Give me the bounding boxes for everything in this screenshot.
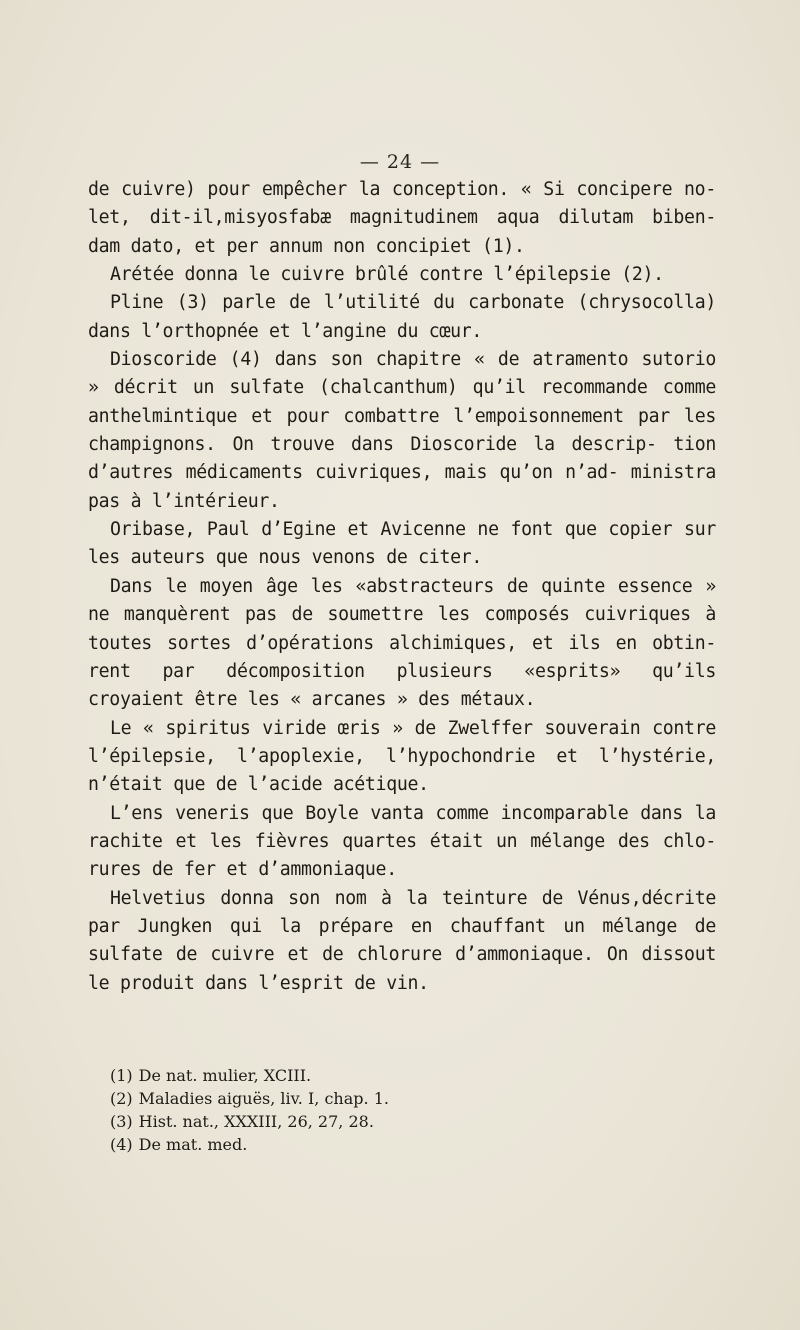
footnotes xyxy=(110,1064,730,1156)
footnote xyxy=(110,1110,730,1133)
paragraph-3: Pline (3) parle de l’utilité du carbonate (chrysocolla) dans l’orthopnée et l’angine du cœur. xyxy=(88,292,716,342)
paragraph-7: Le « spiritus viride œris » de Zwelffer souverain contre l’épilepsie, l’apoplexie, l’hypochondrie et l’hystérie, n’était que de l’acide acétique. xyxy=(88,717,716,796)
footnote xyxy=(110,1087,730,1110)
page-number: — 24 — xyxy=(359,151,441,173)
paragraph-6: Dans le moyen âge les «abstracteurs de quinte essence » ne manquèrent pas de soumettre les composés cuivriques à toutes sortes d’opérations alchimiques, et ils en obtin- rent par décomposition plusieurs «esprits» qu’ils croyaient être les « arcanes » des métaux. xyxy=(88,575,716,711)
paragraph-4: Dioscoride (4) dans son chapitre « de atramento sutorio » décrit un sulfate (chalcanthum) qu’il recommande comme anthelmintique et pour combattre l’empoisonnement par les champignons. On trouve dans Dioscoride la descrip- tion d’autres médicaments cuivriques, mais qu’on n’ad- ministra pas à l’intérieur. xyxy=(88,349,716,512)
footnote-number: (4) xyxy=(110,1135,133,1154)
paragraph-2: Arétée donna le cuivre brûlé contre l’épilepsie (2). xyxy=(110,264,664,286)
body-text xyxy=(88,176,716,998)
footnote-number: (2) xyxy=(110,1089,133,1108)
paragraph-1: de cuivre) pour empêcher la conception. « Si concipere no- let, dit-il,misyosfabæ magnitudinem aqua dilutam biben- dam dato, et per annum non concipiet (1). xyxy=(88,179,716,257)
footnote-text: De nat. mulier, XCIII. xyxy=(138,1066,312,1085)
paragraph-8: L’ens veneris que Boyle vanta comme incomparable dans la rachite et les fièvres quartes était un mélange des chlo- rures de fer et d’ammoniaque. xyxy=(88,802,716,881)
footnote-text: De mat. med. xyxy=(138,1135,248,1154)
footnote xyxy=(110,1133,730,1156)
footnote-number: (1) xyxy=(110,1066,133,1085)
footnote-text: Maladies aiguës, liv. I, chap. 1. xyxy=(138,1089,389,1108)
paragraph-5: Oribase, Paul d’Egine et Avicenne ne font que copier sur les auteurs que nous venons de citer. xyxy=(88,519,716,569)
footnote xyxy=(110,1064,730,1087)
footnote-text: Hist. nat., XXXIII, 26, 27, 28. xyxy=(138,1112,374,1131)
paragraph-9: Helvetius donna son nom à la teinture de Vénus,décrite par Jungken qui la prépare en chauffant un mélange de sulfate de cuivre et de chlorure d’ammoniaque. On dissout le produit dans l’esprit de vin. xyxy=(88,887,716,994)
footnote-number: (3) xyxy=(110,1112,133,1131)
